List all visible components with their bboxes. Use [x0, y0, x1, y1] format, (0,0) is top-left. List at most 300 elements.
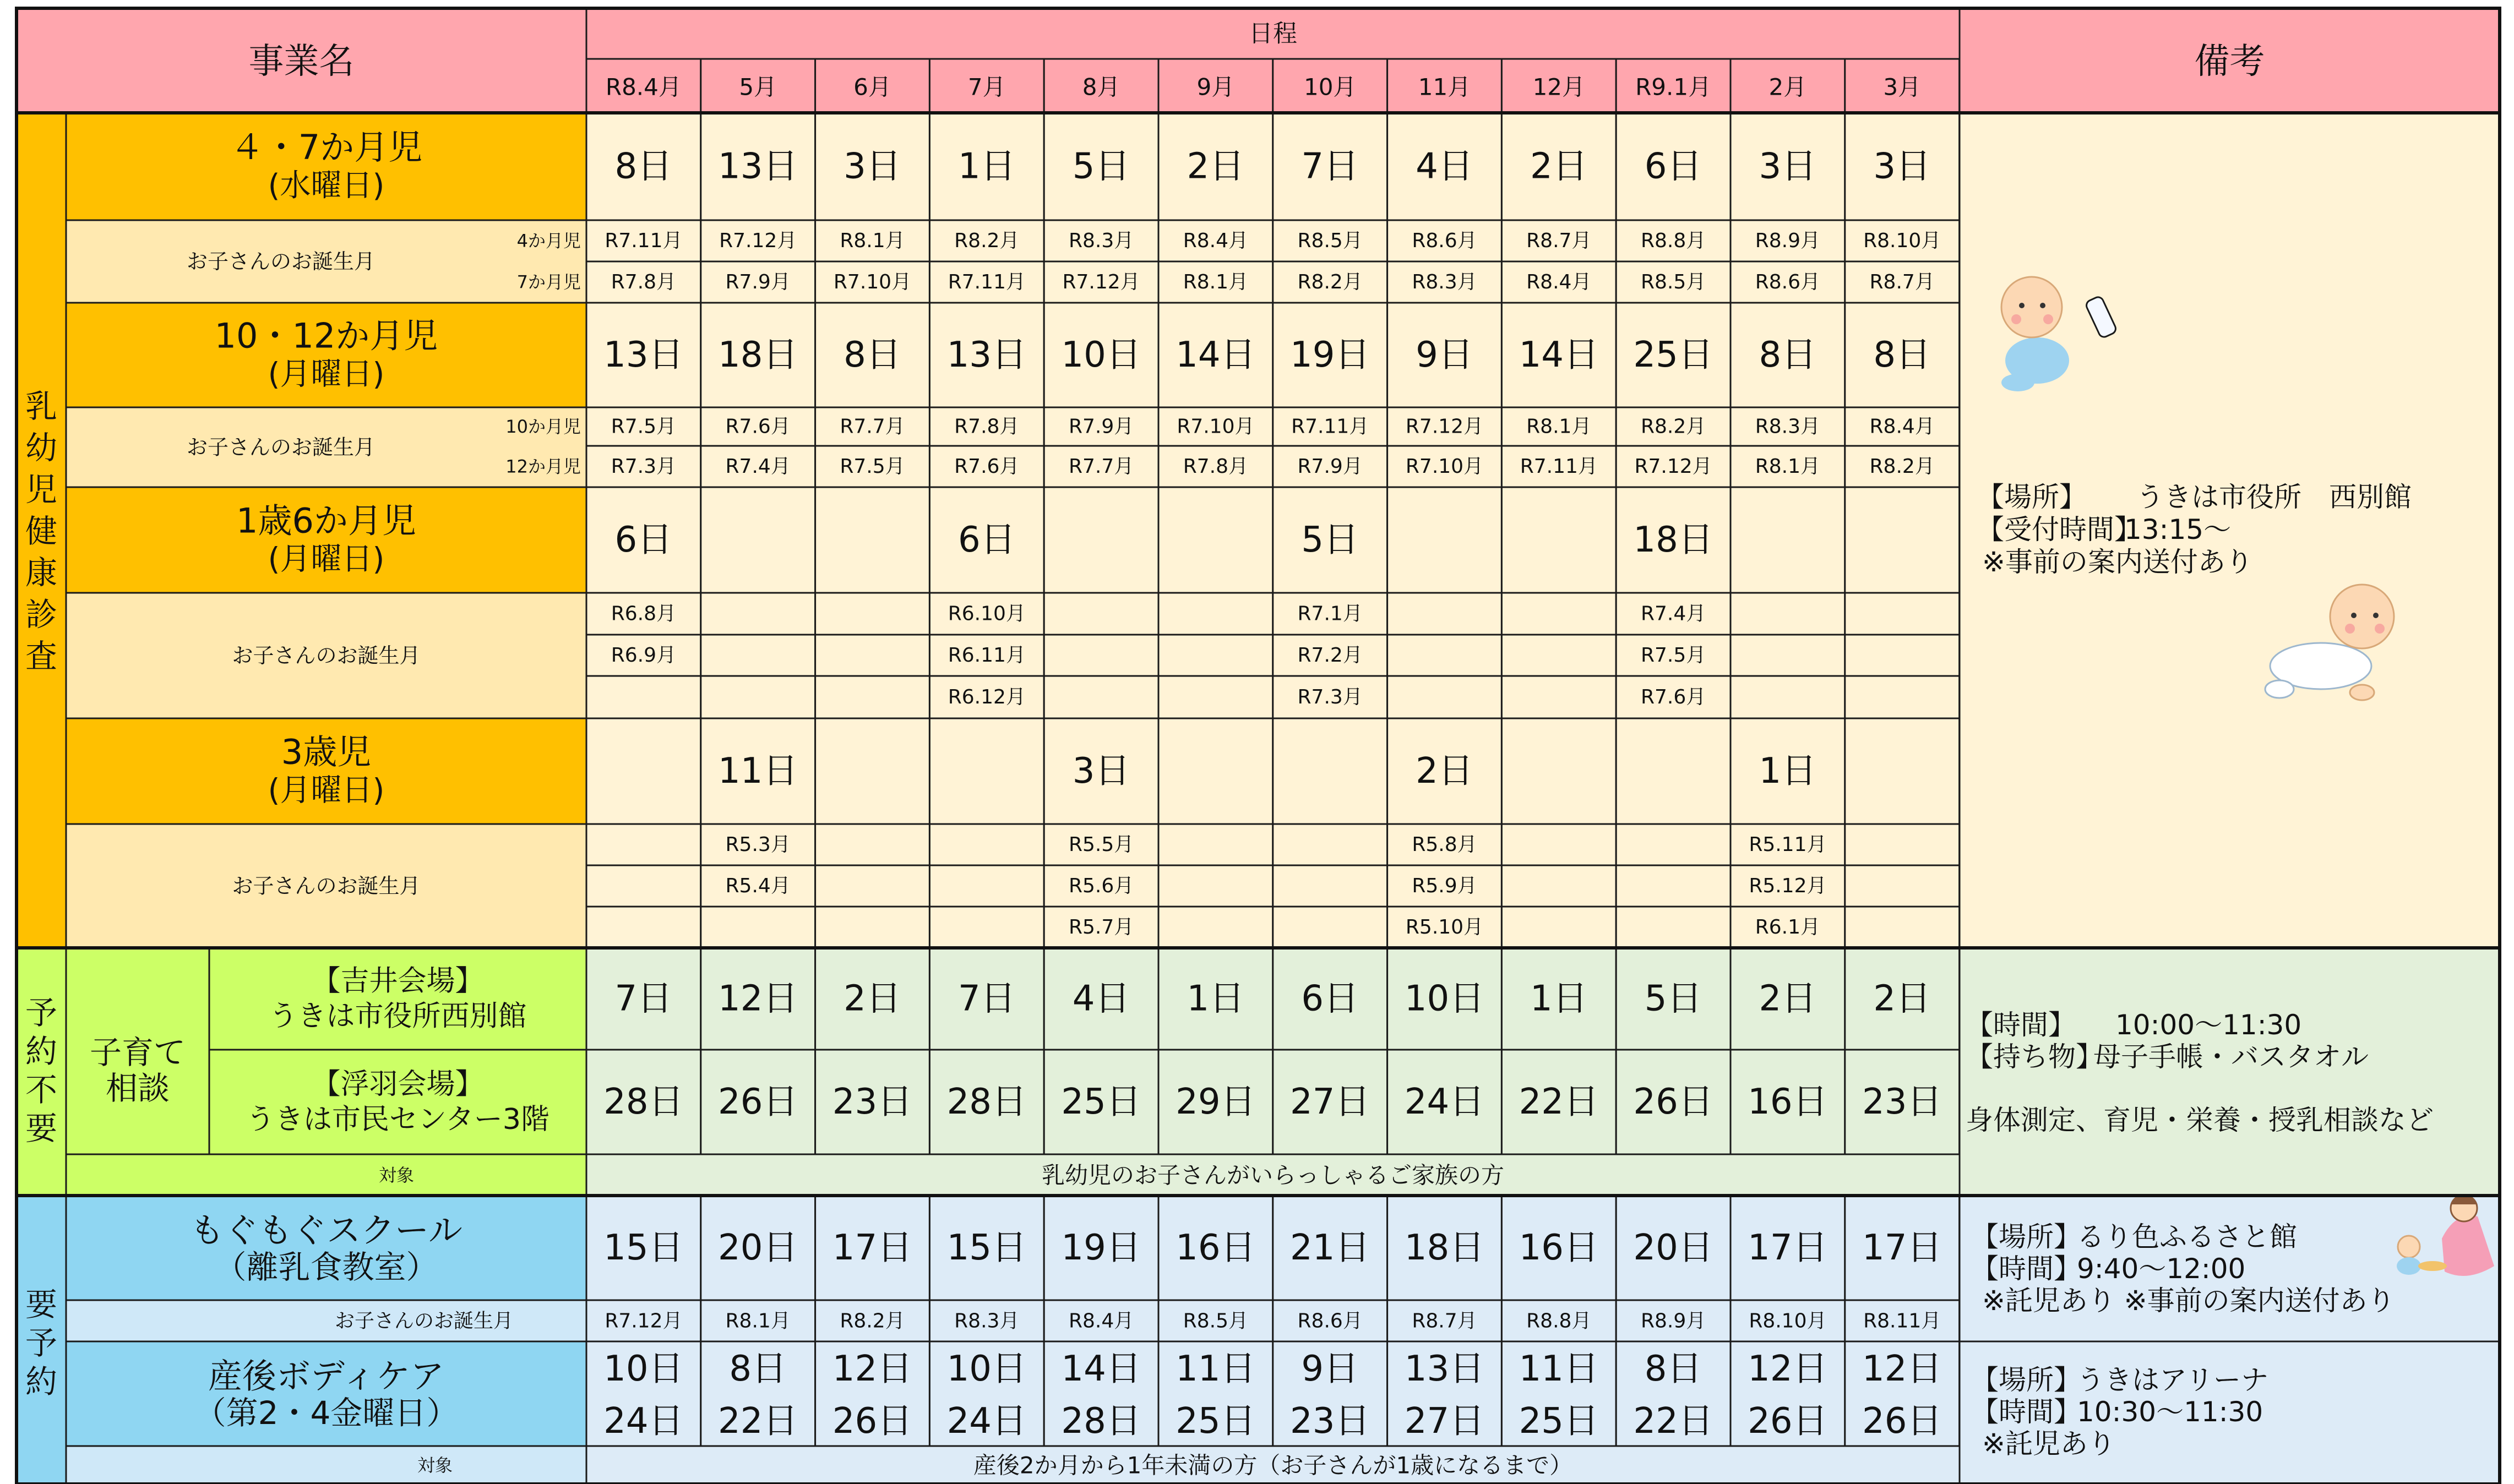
month-header-label: 10月	[1303, 73, 1357, 101]
birth-cell	[815, 824, 930, 865]
birth-month: R7.12月	[1405, 415, 1484, 438]
birth-cell	[1845, 593, 1960, 635]
birth-cell	[1845, 676, 1960, 718]
soudan-date: 26日	[717, 1082, 798, 1122]
soudan-note-content: 身体測定、育児・栄養・授乳相談など	[1966, 1104, 2434, 1136]
month-header-label: 7月	[967, 73, 1006, 101]
birth-cell	[1158, 635, 1273, 676]
exam-date: 14日	[1519, 335, 1599, 375]
exam-day: (月曜日)	[268, 356, 385, 392]
exam-note-place: うきは市役所 西別館	[2136, 481, 2412, 513]
section-kenshin-label: 乳	[25, 387, 58, 425]
exam-date: 3日	[844, 146, 901, 187]
birth-month: R5.5月	[1068, 833, 1134, 856]
month-header-label: 2月	[1768, 73, 1807, 101]
birth-month: R8.1月	[840, 230, 905, 252]
soudan-date: 26日	[1633, 1082, 1713, 1122]
bodycare-note-place: うきはアリーナ	[2077, 1364, 2268, 1396]
bodycare-date-second: 22日	[717, 1401, 798, 1442]
bodycare-date-second: 22日	[1633, 1401, 1713, 1442]
birth-month: R7.5月	[1640, 644, 1706, 667]
soudan-name: 相談	[105, 1070, 170, 1107]
bodycare-date-second: 23日	[1289, 1401, 1370, 1442]
bodycare-date-first: 11日	[1176, 1349, 1256, 1389]
birth-cell	[815, 676, 930, 718]
venue-place: うきは市民センター3階	[246, 1103, 550, 1136]
exam-date-cell	[1158, 718, 1273, 824]
venue-name: 【浮羽会場】	[312, 1068, 484, 1101]
soudan-date: 7日	[614, 978, 673, 1019]
exam-date: 13日	[603, 335, 684, 375]
birth-month: R5.10月	[1405, 916, 1484, 939]
exam-date: 3日	[1072, 751, 1130, 792]
mogumogu-note-time: 9:40～12:00	[2077, 1253, 2246, 1285]
birth-month: R5.8月	[1412, 833, 1477, 856]
mogumogu-title: もぐもぐスクール	[190, 1210, 462, 1251]
exam-date: 5日	[1072, 146, 1130, 187]
birth-month: R7.9月	[1068, 415, 1134, 438]
birth-month: R8.1月	[1526, 415, 1592, 438]
exam-date: 18日	[717, 335, 798, 375]
birth-month: R7.5月	[611, 415, 677, 438]
exam-date-cell	[815, 718, 930, 824]
bodycare-date-first: 14日	[1061, 1349, 1141, 1389]
birth-month: R7.9月	[1297, 455, 1363, 478]
soudan-note-items: 母子手帳・バスタオル	[2093, 1041, 2369, 1073]
birth-cell	[1158, 593, 1273, 635]
birth-month: R8.5月	[1640, 271, 1706, 293]
birth-cell	[1731, 635, 1845, 676]
exam-date: 3日	[1873, 146, 1931, 187]
mogumogu-date: 18日	[1404, 1227, 1485, 1268]
section-fuyou-label: 約	[25, 1033, 58, 1070]
birth-month: R7.12月	[1634, 455, 1712, 478]
exam-title: 3歳児	[281, 732, 372, 772]
soudan-date: 6日	[1301, 978, 1359, 1019]
soudan-date: 22日	[1519, 1082, 1599, 1122]
birth-age-label: 10か月児	[505, 416, 581, 437]
section-kenshin-label: 健	[25, 512, 58, 550]
birth-cell	[586, 824, 701, 865]
soudan-date: 25日	[1061, 1082, 1141, 1122]
month-header-label: 11月	[1418, 73, 1471, 101]
exam-date: 2日	[1416, 751, 1473, 792]
exam-date-cell	[1044, 487, 1158, 593]
soudan-target-label-cell	[66, 1154, 586, 1196]
birth-month: R6.1月	[1755, 916, 1821, 939]
birth-month: R5.7月	[1068, 916, 1134, 939]
bodycare-date-second: 24日	[946, 1401, 1027, 1442]
birth-month: R7.10月	[1405, 455, 1484, 478]
birth-cell	[815, 593, 930, 635]
birth-cell	[815, 865, 930, 907]
mogumogu-birth: R8.11月	[1863, 1310, 1941, 1333]
birth-month: R7.6月	[1640, 686, 1706, 708]
birth-month: R8.2月	[1869, 455, 1935, 478]
exam-date: 14日	[1176, 335, 1256, 375]
mogumogu-birth: R8.6月	[1297, 1310, 1363, 1333]
mogumogu-date: 21日	[1289, 1227, 1370, 1268]
exam-day: (水曜日)	[268, 168, 385, 204]
exam-note-reception: 13:15～	[2124, 514, 2232, 545]
exam-date-cell	[815, 487, 930, 593]
soudan-date: 24日	[1404, 1082, 1485, 1122]
birth-cell	[1501, 635, 1616, 676]
exam-date: 6日	[1644, 146, 1702, 187]
birth-cell	[701, 635, 815, 676]
birth-cell	[1273, 824, 1387, 865]
birth-month: R5.4月	[725, 875, 791, 897]
section-youyoku-label: 予	[25, 1324, 58, 1362]
mogumogu-date: 20日	[717, 1227, 798, 1268]
bodycare-date-second: 25日	[1176, 1401, 1256, 1442]
mogumogu-date: 16日	[1176, 1227, 1256, 1268]
birth-month: R7.12月	[1062, 271, 1140, 293]
soudan-date: 1日	[1187, 978, 1245, 1019]
birth-cell	[929, 824, 1044, 865]
birth-cell	[1044, 635, 1158, 676]
exam-title: ４・7か月児	[230, 127, 423, 167]
birth-month: R8.4月	[1183, 230, 1249, 252]
month-header-label: R9.1月	[1635, 73, 1712, 101]
bodycare-date-first: 11日	[1519, 1349, 1599, 1389]
birth-month: R8.3月	[1755, 415, 1821, 438]
birth-cell	[701, 676, 815, 718]
birth-cell	[586, 865, 701, 907]
birth-label: お子さんのお誕生月	[232, 874, 421, 898]
birth-month: R8.2月	[954, 230, 1020, 252]
venue-cell	[209, 948, 586, 1050]
birth-cell	[929, 865, 1044, 907]
mogumogu-birth: R8.4月	[1068, 1310, 1134, 1333]
birth-month: R8.7月	[1869, 271, 1935, 293]
exam-date: 5日	[1301, 520, 1359, 560]
birth-month: R8.2月	[1297, 271, 1363, 293]
soudan-date: 1日	[1530, 978, 1588, 1019]
mogumogu-date: 15日	[603, 1227, 684, 1268]
mogumogu-birth-label: お子さんのお誕生月	[334, 1310, 514, 1333]
birth-month: R8.1月	[1183, 271, 1249, 293]
exam-date: 1日	[1759, 751, 1817, 792]
month-header-label: 6月	[853, 73, 891, 101]
soudan-target: 乳幼児のお子さんがいらっしゃるご家族の方	[1041, 1161, 1505, 1189]
exam-date-cell	[701, 487, 815, 593]
birth-cell	[1616, 824, 1731, 865]
section-fuyou-label: 要	[25, 1110, 58, 1147]
mogumogu-date: 16日	[1519, 1227, 1599, 1268]
exam-date: 2日	[1530, 146, 1588, 187]
soudan-date: 2日	[1873, 978, 1931, 1019]
header-biko-label: 備考	[2194, 41, 2265, 82]
birth-month: R7.4月	[1640, 602, 1706, 625]
month-header-label: 8月	[1082, 73, 1120, 101]
exam-date: 11日	[717, 751, 798, 792]
birth-month: R6.8月	[611, 602, 677, 625]
mogumogu-date: 15日	[946, 1227, 1027, 1268]
birth-month: R7.6月	[954, 455, 1020, 478]
birth-month: R7.11月	[948, 271, 1026, 293]
bodycare-note-time-label: 【時間】	[1971, 1396, 2081, 1428]
birth-cell	[815, 907, 930, 948]
section-kenshin-label: 査	[25, 637, 58, 675]
birth-month: R6.11月	[948, 644, 1026, 667]
birth-age-label: 7か月児	[516, 271, 581, 293]
month-header-label: R8.4月	[605, 73, 682, 101]
birth-month: R7.8月	[611, 271, 677, 293]
mogumogu-birth: R8.2月	[840, 1310, 905, 1333]
section-youyoku-label: 約	[25, 1363, 58, 1400]
mogumogu-subtitle: （離乳食教室）	[214, 1248, 438, 1286]
section-kenshin-label: 児	[25, 471, 58, 509]
birth-cell	[1731, 676, 1845, 718]
bodycare-date-second: 24日	[603, 1401, 684, 1442]
mogumogu-birth: R7.12月	[605, 1310, 683, 1333]
birth-label: お子さんのお誕生月	[186, 435, 376, 460]
birth-month: R7.8月	[954, 415, 1020, 438]
exam-date-cell	[1845, 487, 1960, 593]
exam-date: 8日	[844, 335, 901, 375]
birth-cell	[1273, 907, 1387, 948]
mogumogu-date: 17日	[1862, 1227, 1942, 1268]
soudan-date: 23日	[832, 1082, 913, 1122]
exam-note-reception-label: 【受付時間】	[1977, 514, 2142, 545]
birth-cell	[1387, 593, 1502, 635]
soudan-date: 4日	[1072, 978, 1130, 1019]
birth-month: R7.9月	[725, 271, 791, 293]
birth-month: R5.3月	[725, 833, 791, 856]
exam-date-cell	[1273, 718, 1387, 824]
bodycare-note-place-label: 【場所】	[1971, 1364, 2081, 1396]
birth-cell	[1044, 676, 1158, 718]
bodycare-date-first: 10日	[946, 1349, 1027, 1389]
birth-month: R6.9月	[611, 644, 677, 667]
birth-month: R7.3月	[611, 455, 677, 478]
mogumogu-birth: R8.5月	[1183, 1310, 1249, 1333]
bodycare-date-first: 8日	[729, 1349, 787, 1389]
bodycare-date-second: 26日	[832, 1401, 913, 1442]
birth-month: R7.8月	[1183, 455, 1249, 478]
soudan-date: 5日	[1644, 978, 1702, 1019]
birth-cell	[1387, 635, 1502, 676]
exam-note-note: ※事前の案内送付あり	[1982, 546, 2253, 578]
birth-cell	[1501, 676, 1616, 718]
birth-cell	[1158, 865, 1273, 907]
birth-cell	[701, 593, 815, 635]
birth-cell	[929, 907, 1044, 948]
exam-date: 6日	[957, 520, 1016, 560]
exam-date-cell	[1845, 718, 1960, 824]
birth-month: R7.11月	[605, 230, 683, 252]
birth-month: R7.2月	[1297, 644, 1363, 667]
exam-date: 3日	[1759, 146, 1817, 187]
birth-cell	[586, 907, 701, 948]
birth-month: R6.12月	[948, 686, 1026, 708]
soudan-note-time-label: 【時間】	[1966, 1009, 2076, 1041]
venue-place: うきは市役所西別館	[269, 1000, 527, 1033]
soudan-name: 子育て	[89, 1034, 186, 1071]
birth-cell	[1158, 824, 1273, 865]
bodycare-date-first: 8日	[1644, 1349, 1702, 1389]
birth-cell	[1501, 865, 1616, 907]
bodycare-date-first: 12日	[1862, 1349, 1942, 1389]
mogumogu-note-place-label: 【場所】	[1971, 1221, 2081, 1253]
birth-cell	[1158, 907, 1273, 948]
exam-day: (月曜日)	[268, 541, 385, 577]
bodycare-target-label-cell	[66, 1446, 586, 1484]
venue-name: 【吉井会場】	[312, 964, 484, 998]
section-youyoku-label: 要	[25, 1286, 58, 1323]
month-header-label: 3月	[1883, 73, 1922, 101]
bodycare-title: 産後ボディケア	[208, 1356, 445, 1396]
birth-age-label: 12か月児	[505, 456, 581, 477]
birth-cell	[1501, 907, 1616, 948]
birth-month: R8.6月	[1755, 271, 1821, 293]
soudan-date: 29日	[1176, 1082, 1256, 1122]
birth-month: R7.7月	[1068, 455, 1134, 478]
section-kenshin-label: 幼	[25, 429, 58, 467]
birth-month: R5.6月	[1068, 875, 1134, 897]
soudan-date: 28日	[946, 1082, 1027, 1122]
soudan-note-time: 10:00～11:30	[2115, 1009, 2302, 1041]
exam-day: (月曜日)	[268, 772, 385, 809]
birth-month: R8.9月	[1755, 230, 1821, 252]
birth-cell	[1616, 865, 1731, 907]
birth-label: お子さんのお誕生月	[186, 249, 376, 274]
soudan-date: 28日	[603, 1082, 684, 1122]
header-jigyo-label: 事業名	[248, 41, 355, 82]
exam-date: 13日	[717, 146, 798, 187]
mogumogu-birth: R8.1月	[725, 1310, 791, 1333]
section-kenshin-label: 診	[25, 596, 58, 634]
exam-date: 6日	[614, 520, 673, 560]
bodycare-date-first: 12日	[832, 1349, 913, 1389]
birth-month: R7.5月	[840, 455, 905, 478]
soudan-date: 27日	[1289, 1082, 1370, 1122]
birth-month: R7.4月	[725, 455, 791, 478]
exam-title: 10・12か月児	[214, 315, 438, 356]
birth-cell	[1845, 824, 1960, 865]
exam-date: 7日	[1301, 146, 1359, 187]
exam-date-cell	[1501, 718, 1616, 824]
birth-month: R8.3月	[1068, 230, 1134, 252]
birth-month: R7.12月	[719, 230, 797, 252]
birth-cell	[701, 907, 815, 948]
birth-month: R7.6月	[725, 415, 791, 438]
bodycare-date-second: 25日	[1519, 1401, 1599, 1442]
birth-month: R6.10月	[948, 602, 1026, 625]
exam-date: 8日	[1873, 335, 1931, 375]
venue-cell	[209, 1050, 586, 1154]
birth-month: R7.10月	[1177, 415, 1255, 438]
birth-cell	[1273, 865, 1387, 907]
birth-month: R7.11月	[1291, 415, 1369, 438]
birth-cell	[1501, 824, 1616, 865]
soudan-target-label: 対象	[378, 1165, 415, 1186]
bodycare-note-note: ※託児あり	[1982, 1428, 2115, 1460]
birth-month: R7.7月	[840, 415, 905, 438]
soudan-date: 2日	[1759, 978, 1817, 1019]
exam-date-cell	[1387, 487, 1502, 593]
exam-date-cell	[929, 718, 1044, 824]
birth-age-label: 4か月児	[516, 230, 581, 252]
bodycare-date-first: 13日	[1404, 1349, 1485, 1389]
bodycare-note-time: 10:30～11:30	[2077, 1396, 2263, 1428]
exam-date: 19日	[1289, 335, 1370, 375]
birth-cell	[1731, 593, 1845, 635]
section-fuyou-label: 予	[25, 994, 58, 1032]
bodycare-date-second: 28日	[1061, 1401, 1141, 1442]
soudan-date: 2日	[844, 978, 901, 1019]
birth-month: R8.3月	[1412, 271, 1477, 293]
exam-date-cell	[1501, 487, 1616, 593]
bodycare-date-second: 26日	[1748, 1401, 1828, 1442]
mogumogu-birth: R8.3月	[954, 1310, 1020, 1333]
soudan-date: 16日	[1748, 1082, 1828, 1122]
exam-date: 18日	[1633, 520, 1713, 560]
birth-month: R7.3月	[1297, 686, 1363, 708]
mogumogu-date: 17日	[1748, 1227, 1828, 1268]
month-header-label: 12月	[1532, 73, 1586, 101]
soudan-date: 10日	[1404, 978, 1485, 1019]
bodycare-date-first: 9日	[1301, 1349, 1359, 1389]
soudan-date: 23日	[1862, 1082, 1942, 1122]
birth-month: R8.6月	[1412, 230, 1477, 252]
birth-month: R8.2月	[1640, 415, 1706, 438]
exam-date: 25日	[1633, 335, 1713, 375]
bodycare-date-first: 12日	[1748, 1349, 1828, 1389]
birth-month: R8.10月	[1863, 230, 1941, 252]
birth-month: R8.4月	[1869, 415, 1935, 438]
exam-date-cell	[1731, 487, 1845, 593]
exam-date: 2日	[1187, 146, 1245, 187]
bodycare-date-second: 27日	[1404, 1401, 1485, 1442]
birth-cell	[1845, 865, 1960, 907]
birth-cell	[815, 635, 930, 676]
bodycare-date-first: 10日	[603, 1349, 684, 1389]
birth-cell	[1387, 676, 1502, 718]
exam-date: 9日	[1416, 335, 1473, 375]
birth-cell	[1044, 593, 1158, 635]
birth-cell	[586, 676, 701, 718]
birth-cell	[1845, 907, 1960, 948]
birth-month: R5.11月	[1749, 833, 1827, 856]
mogumogu-birth: R8.10月	[1749, 1310, 1827, 1333]
mogumogu-note-time-label: 【時間】	[1971, 1253, 2081, 1285]
birth-cell	[1158, 676, 1273, 718]
exam-note-place-label: 【場所】	[1977, 481, 2087, 513]
mogumogu-birth: R8.7月	[1412, 1310, 1477, 1333]
birth-cell	[1616, 907, 1731, 948]
exam-date-cell	[1616, 718, 1731, 824]
exam-date: 8日	[614, 146, 673, 187]
bodycare-subtitle: （第2・4金曜日）	[194, 1394, 459, 1432]
birth-month: R8.1月	[1755, 455, 1821, 478]
soudan-date: 12日	[717, 978, 798, 1019]
header-nittei-label: 日程	[1249, 19, 1297, 48]
bodycare-target: 産後2か月から1年未満の方（お子さんが1歳になるまで）	[973, 1452, 1573, 1479]
exam-date: 13日	[946, 335, 1027, 375]
exam-date: 8日	[1759, 335, 1817, 375]
section-kenshin-label: 康	[25, 554, 58, 592]
exam-date: 4日	[1416, 146, 1473, 187]
soudan-note-items-label: 【持ち物】	[1966, 1041, 2103, 1073]
birth-month: R5.12月	[1749, 875, 1827, 897]
mogumogu-date: 20日	[1633, 1227, 1713, 1268]
birth-month: R7.1月	[1297, 602, 1363, 625]
exam-date: 10日	[1061, 335, 1141, 375]
birth-month: R8.7月	[1526, 230, 1592, 252]
birth-month: R7.10月	[833, 271, 912, 293]
